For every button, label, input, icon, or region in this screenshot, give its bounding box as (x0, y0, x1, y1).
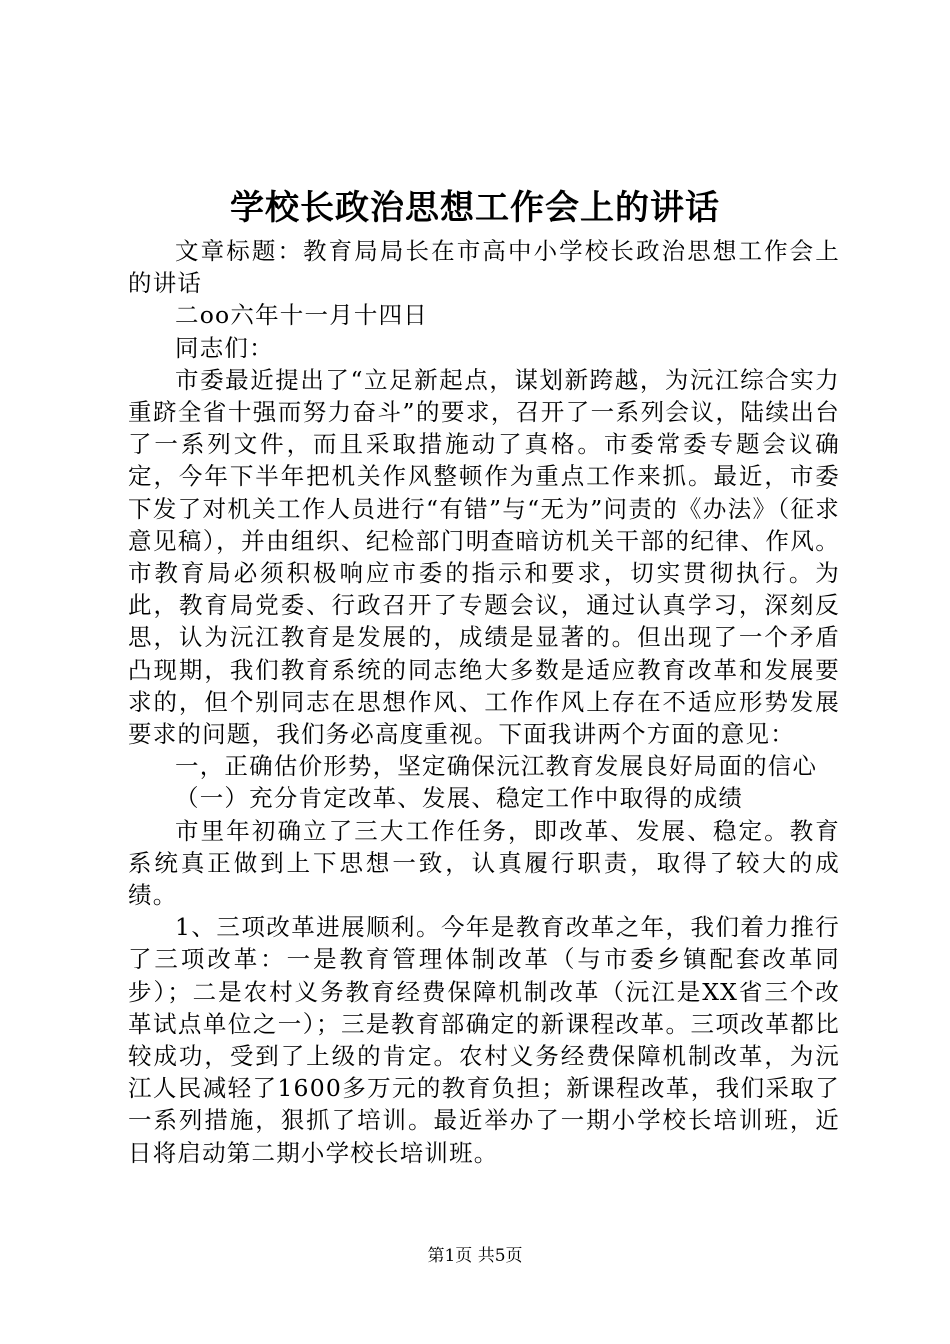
document-body (128, 235, 840, 1169)
page-footer: 第1页 共5页 (427, 1246, 523, 1266)
section-heading-1: 一，正确估价形势，坚定确保沅江教育发展良好局面的信心 (175, 752, 818, 781)
paragraph-reforms: 1、三项改革进展顺利。今年是教育改革之年，我们着力推行了三项改革：一是教育管理体制改革（与市委乡镇配套改革同步）；二是农村义务教育经费保障机制改革（沅江是XX省三个改革试点单位之一）；三是教育部确定的新课程改革。三项改革都比较成功，受到了上级的肯定。农村义务经费保障机制改革，为沅江人民减轻了1600多万元的教育负担；新课程改革，我们采取了一系列措施，狠抓了培训。最近举办了一期小学校长培训班，近日将启动第二期小学校长培训班。 (128, 913, 840, 1167)
subsection-heading-1: （一）充分肯定改革、发展、稳定工作中取得的成绩 (175, 784, 744, 813)
salutation: 同志们： (175, 333, 274, 362)
paragraph-tasks: 市里年初确立了三大工作任务，即改革、发展、稳定。教育系统真正做到上下思想一致，认真履行职责，取得了较大的成绩。 (128, 816, 840, 910)
date-line: 二oo六年十一月十四日 (175, 301, 428, 330)
document-title: 学校长政治思想工作会上的讲话 (230, 188, 720, 228)
article-title-line: 文章标题：教育局局长在市高中小学校长政治思想工作会上的讲话 (128, 237, 840, 298)
paragraph-intro: 市委最近提出了“立足新起点，谋划新跨越，为沅江综合实力重跻全省十强而努力奋斗”的要求，召开了一系列会议，陆续出台了一系列文件，而且采取措施动了真格。市委常委专题会议确定，今年下半年把机关作风整顿作为重点工作来抓。最近，市委下发了对机关工作人员进行“有错”与“无为”问责的《办法》（征求意见稿），并由组织、纪检部门明查暗访机关干部的纪律、作风。市教育局必须积极响应市委的指示和要求，切实贯彻执行。为此，教育局党委、行政召开了专题会议，通过认真学习，深刻反思，认为沅江教育是发展的，成绩是显著的。但出现了一个矛盾凸现期，我们教育系统的同志绝大多数是适应教育改革和发展要求的，但个别同志在思想作风、工作作风上存在不适应形势发展要求的问题，我们务必高度重视。下面我讲两个方面的意见： (128, 365, 840, 749)
